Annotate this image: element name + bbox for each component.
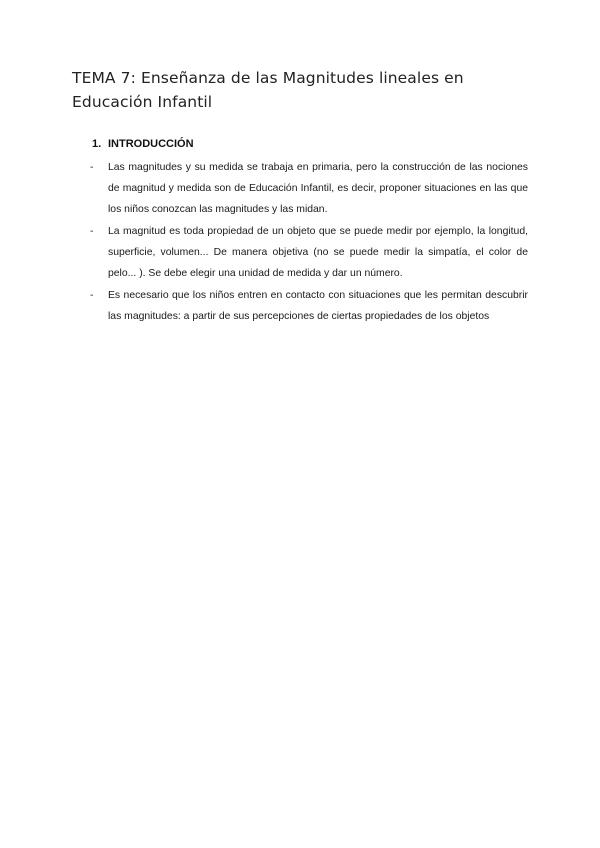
list-item-text: La magnitud es toda propiedad de un objeto que se puede medir por ejemplo, la longitud, superficie, volumen... De manera objetiva (no se puede medir la simpatía, el color de pelo... ). Se debe elegir una unidad de medida y dar un número.: [108, 226, 528, 279]
bullet-marker: -: [90, 290, 94, 301]
list-item: [88, 221, 528, 284]
section-heading: [92, 137, 194, 151]
section-heading-label: INTRODUCCIÓN: [108, 138, 194, 150]
list-item-text: Las magnitudes y su medida se trabaja en primaria, pero la construcción de las nociones de magnitud y medida son de Educación Infantil, es decir, proponer situaciones en las que los niños conozcan las magnitudes y las midan.: [108, 162, 528, 215]
section-number: 1.: [92, 138, 102, 150]
list-item-text: Es necesario que los niños entren en contacto con situaciones que les permitan descubrir las magnitudes: a partir de sus percepciones de ciertas propiedades de los objetos: [108, 290, 528, 322]
list-item: [88, 157, 528, 220]
bullet-list: [88, 157, 528, 328]
bullet-marker: -: [90, 162, 94, 173]
bullet-marker: -: [90, 226, 94, 237]
document-title: TEMA 7: Enseñanza de las Magnitudes lineales en Educación Infantil: [72, 69, 464, 111]
list-item: [88, 285, 528, 327]
